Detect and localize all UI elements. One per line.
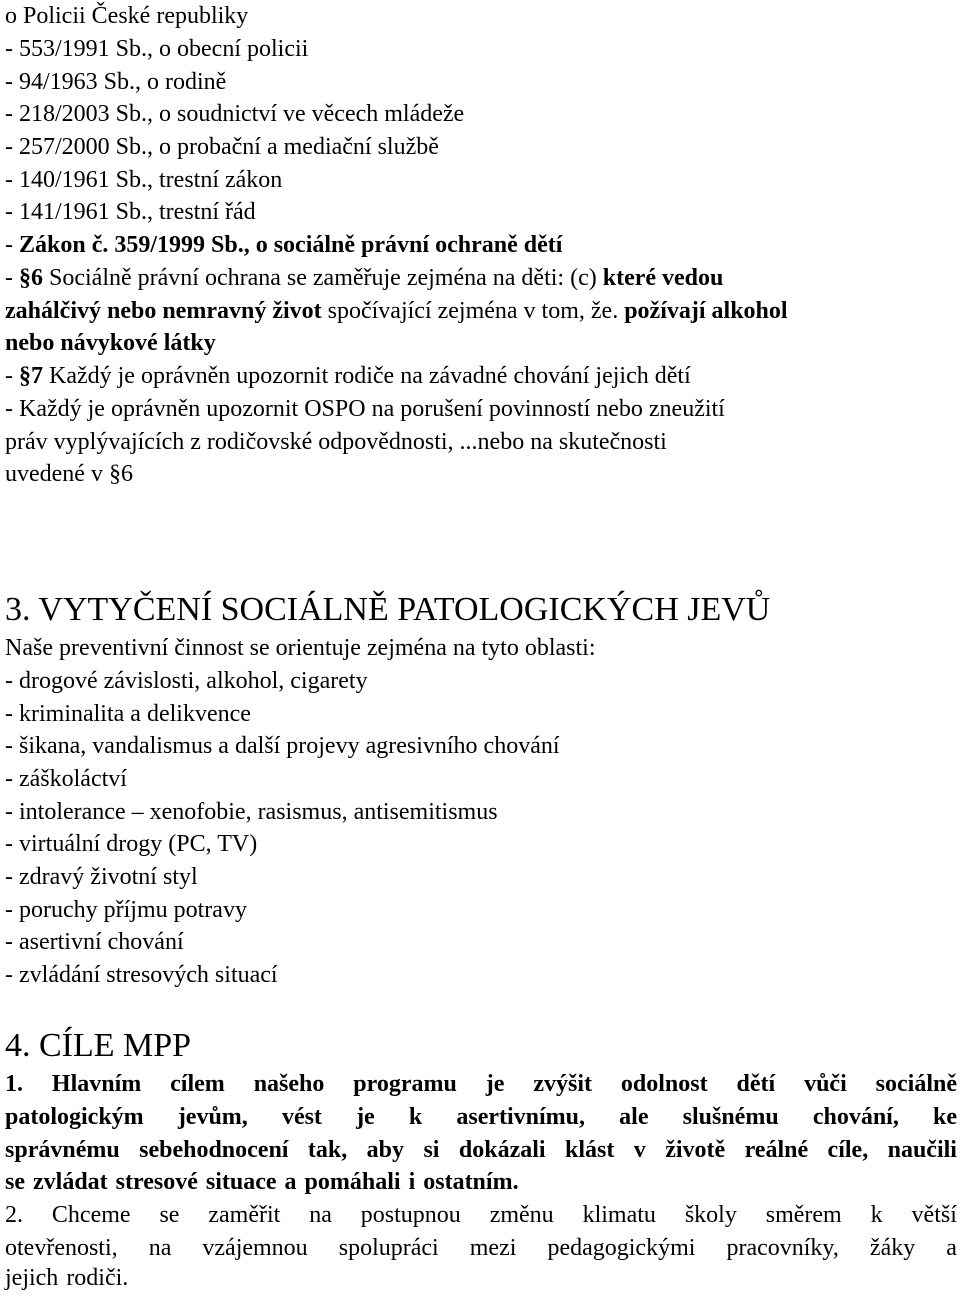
- word: Chceme: [51, 1202, 131, 1228]
- word: dětí: [736, 1071, 776, 1097]
- list-item: - zdravý životní styl: [5, 864, 198, 890]
- par6-line3: [5, 327, 216, 359]
- word: sebehodnocení: [139, 1137, 289, 1163]
- word: klimatu: [582, 1202, 656, 1228]
- word: pedagogickými: [547, 1235, 696, 1261]
- word: 2.: [5, 1202, 23, 1228]
- par6-number: §6: [19, 265, 43, 291]
- list-item: - šikana, vandalismus a další projevy agresivního chování: [5, 733, 560, 759]
- word: pracovníky,: [726, 1235, 839, 1261]
- word: směrem: [765, 1202, 842, 1228]
- list-item: - záškoláctví: [5, 766, 127, 792]
- word: vzájemnou: [202, 1235, 308, 1261]
- word: správnému: [5, 1137, 120, 1163]
- word: aby: [366, 1137, 405, 1163]
- section3-heading: 3. VYTYČENÍ SOCIÁLNĚ PATOLOGICKÝCH JEVŮ: [5, 591, 771, 628]
- par7-line3: práv vyplývajících z rodičovské odpovědnosti, ...nebo na skutečnosti: [5, 429, 667, 455]
- section3-intro: Naše preventivní činnost se orientuje zejména na tyto oblasti:: [5, 635, 596, 661]
- goal1-line: [5, 1134, 957, 1166]
- par6-bold-text: nebo návykové látky: [5, 330, 216, 356]
- law-359-title-rest: , o sociálně právní ochraně dětí: [243, 232, 563, 258]
- par6-text: Sociálně právní ochrana se zaměřuje zejména na děti: (c): [43, 265, 603, 291]
- section4-heading: 4. CÍLE MPP: [5, 1027, 192, 1064]
- word: životě: [665, 1137, 726, 1163]
- word: pomáhali: [304, 1169, 401, 1195]
- list-item: - asertivní chování: [5, 929, 184, 955]
- word: na: [148, 1235, 172, 1261]
- word: v: [633, 1137, 646, 1163]
- word: větší: [911, 1202, 957, 1228]
- word: vůči: [804, 1071, 847, 1097]
- word: zvýšit: [533, 1071, 592, 1097]
- word: a: [946, 1235, 957, 1261]
- word: naučili: [887, 1137, 957, 1163]
- goal2-line: [5, 1262, 957, 1294]
- word: se: [159, 1202, 180, 1228]
- word: klást: [564, 1137, 615, 1163]
- list-item: - drogové závislosti, alkohol, cigarety: [5, 668, 368, 694]
- word: jejich: [5, 1265, 59, 1291]
- par7-text: Každý je oprávněn upozornit rodiče na závadné chování jejich dětí: [43, 363, 691, 389]
- word: 1.: [5, 1071, 23, 1097]
- par6-line1: [5, 262, 723, 294]
- goal1-line: [5, 1101, 957, 1133]
- word: cíle,: [827, 1137, 869, 1163]
- word: vést: [281, 1104, 322, 1130]
- word: Hlavním: [51, 1071, 142, 1097]
- par7-line4: uvedené v §6: [5, 461, 133, 487]
- word: k: [870, 1202, 883, 1228]
- word: našeho: [253, 1071, 325, 1097]
- par6-text: spočívající zejména v tom, že.: [321, 298, 625, 324]
- word: změnu: [489, 1202, 554, 1228]
- par6-line2: [5, 295, 788, 327]
- law-item: - 553/1991 Sb., o obecní policii: [5, 36, 309, 62]
- word: asertivnímu,: [456, 1104, 586, 1130]
- list-item: - poruchy příjmu potravy: [5, 897, 247, 923]
- law-359-prefix: -: [5, 232, 19, 258]
- word: patologickým: [5, 1104, 144, 1130]
- law-item: - 94/1963 Sb., o rodině: [5, 69, 227, 95]
- word: dokázali: [458, 1137, 546, 1163]
- par6-bold-text: které vedou: [602, 265, 724, 291]
- goal2-line: [5, 1232, 957, 1264]
- word: ostatním.: [423, 1169, 519, 1195]
- word: zvládat: [33, 1169, 108, 1195]
- word: odolnost: [620, 1071, 708, 1097]
- word: jevům,: [177, 1104, 248, 1130]
- par7-number: §7: [19, 363, 43, 389]
- word: postupnou: [360, 1202, 461, 1228]
- par7-line2: - Každý je oprávněn upozornit OSPO na porušení povinností nebo zneužití: [5, 396, 725, 422]
- word: je: [356, 1104, 375, 1130]
- law-item: - 141/1961 Sb., trestní řád: [5, 199, 256, 225]
- word: k: [408, 1104, 423, 1130]
- word: tak,: [307, 1137, 348, 1163]
- word: zaměřit: [208, 1202, 281, 1228]
- par6-bold-text: požívají alkohol: [624, 298, 788, 324]
- word: slušnému: [682, 1104, 779, 1130]
- word: situace: [205, 1169, 277, 1195]
- word: je: [485, 1071, 505, 1097]
- word: si: [423, 1137, 440, 1163]
- par6-bold-text: zahálčivý nebo nemravný život: [5, 298, 322, 324]
- list-item: - zvládání stresových situací: [5, 962, 278, 988]
- par7-line1: [5, 360, 691, 392]
- law-item: - 257/2000 Sb., o probační a mediační službě: [5, 134, 439, 160]
- word: na: [309, 1202, 332, 1228]
- word: školy: [684, 1202, 737, 1228]
- law-359-title-bold: Zákon č. 359/1999 Sb.: [19, 232, 244, 258]
- law-item: - 218/2003 Sb., o soudnictví ve věcech mládeže: [5, 101, 465, 127]
- word: ale: [619, 1104, 649, 1130]
- law-359-title: [5, 229, 562, 261]
- word: programu: [353, 1071, 457, 1097]
- word: cílem: [170, 1071, 225, 1097]
- list-item: - kriminalita a delikvence: [5, 701, 251, 727]
- word: i: [408, 1169, 416, 1195]
- word: sociálně: [875, 1071, 957, 1097]
- word: ke: [932, 1104, 957, 1130]
- word: rodiči.: [66, 1265, 129, 1291]
- goal1-line: [5, 1166, 957, 1198]
- goal1-line: [5, 1068, 957, 1100]
- word: mezi: [469, 1235, 517, 1261]
- word: otevřenosti,: [5, 1235, 118, 1261]
- list-item: - virtuální drogy (PC, TV): [5, 831, 258, 857]
- law-item: o Policii České republiky: [5, 3, 249, 29]
- word: žáky: [869, 1235, 916, 1261]
- dash: -: [5, 265, 19, 291]
- list-item: - intolerance – xenofobie, rasismus, antisemitismus: [5, 799, 498, 825]
- word: se: [5, 1169, 25, 1195]
- word: a: [284, 1169, 297, 1195]
- law-item: - 140/1961 Sb., trestní zákon: [5, 167, 283, 193]
- dash: -: [5, 363, 19, 389]
- word: chování,: [812, 1104, 899, 1130]
- word: spolupráci: [338, 1235, 439, 1261]
- word: reálné: [744, 1137, 809, 1163]
- goal2-line: [5, 1199, 957, 1231]
- word: stresové: [115, 1169, 198, 1195]
